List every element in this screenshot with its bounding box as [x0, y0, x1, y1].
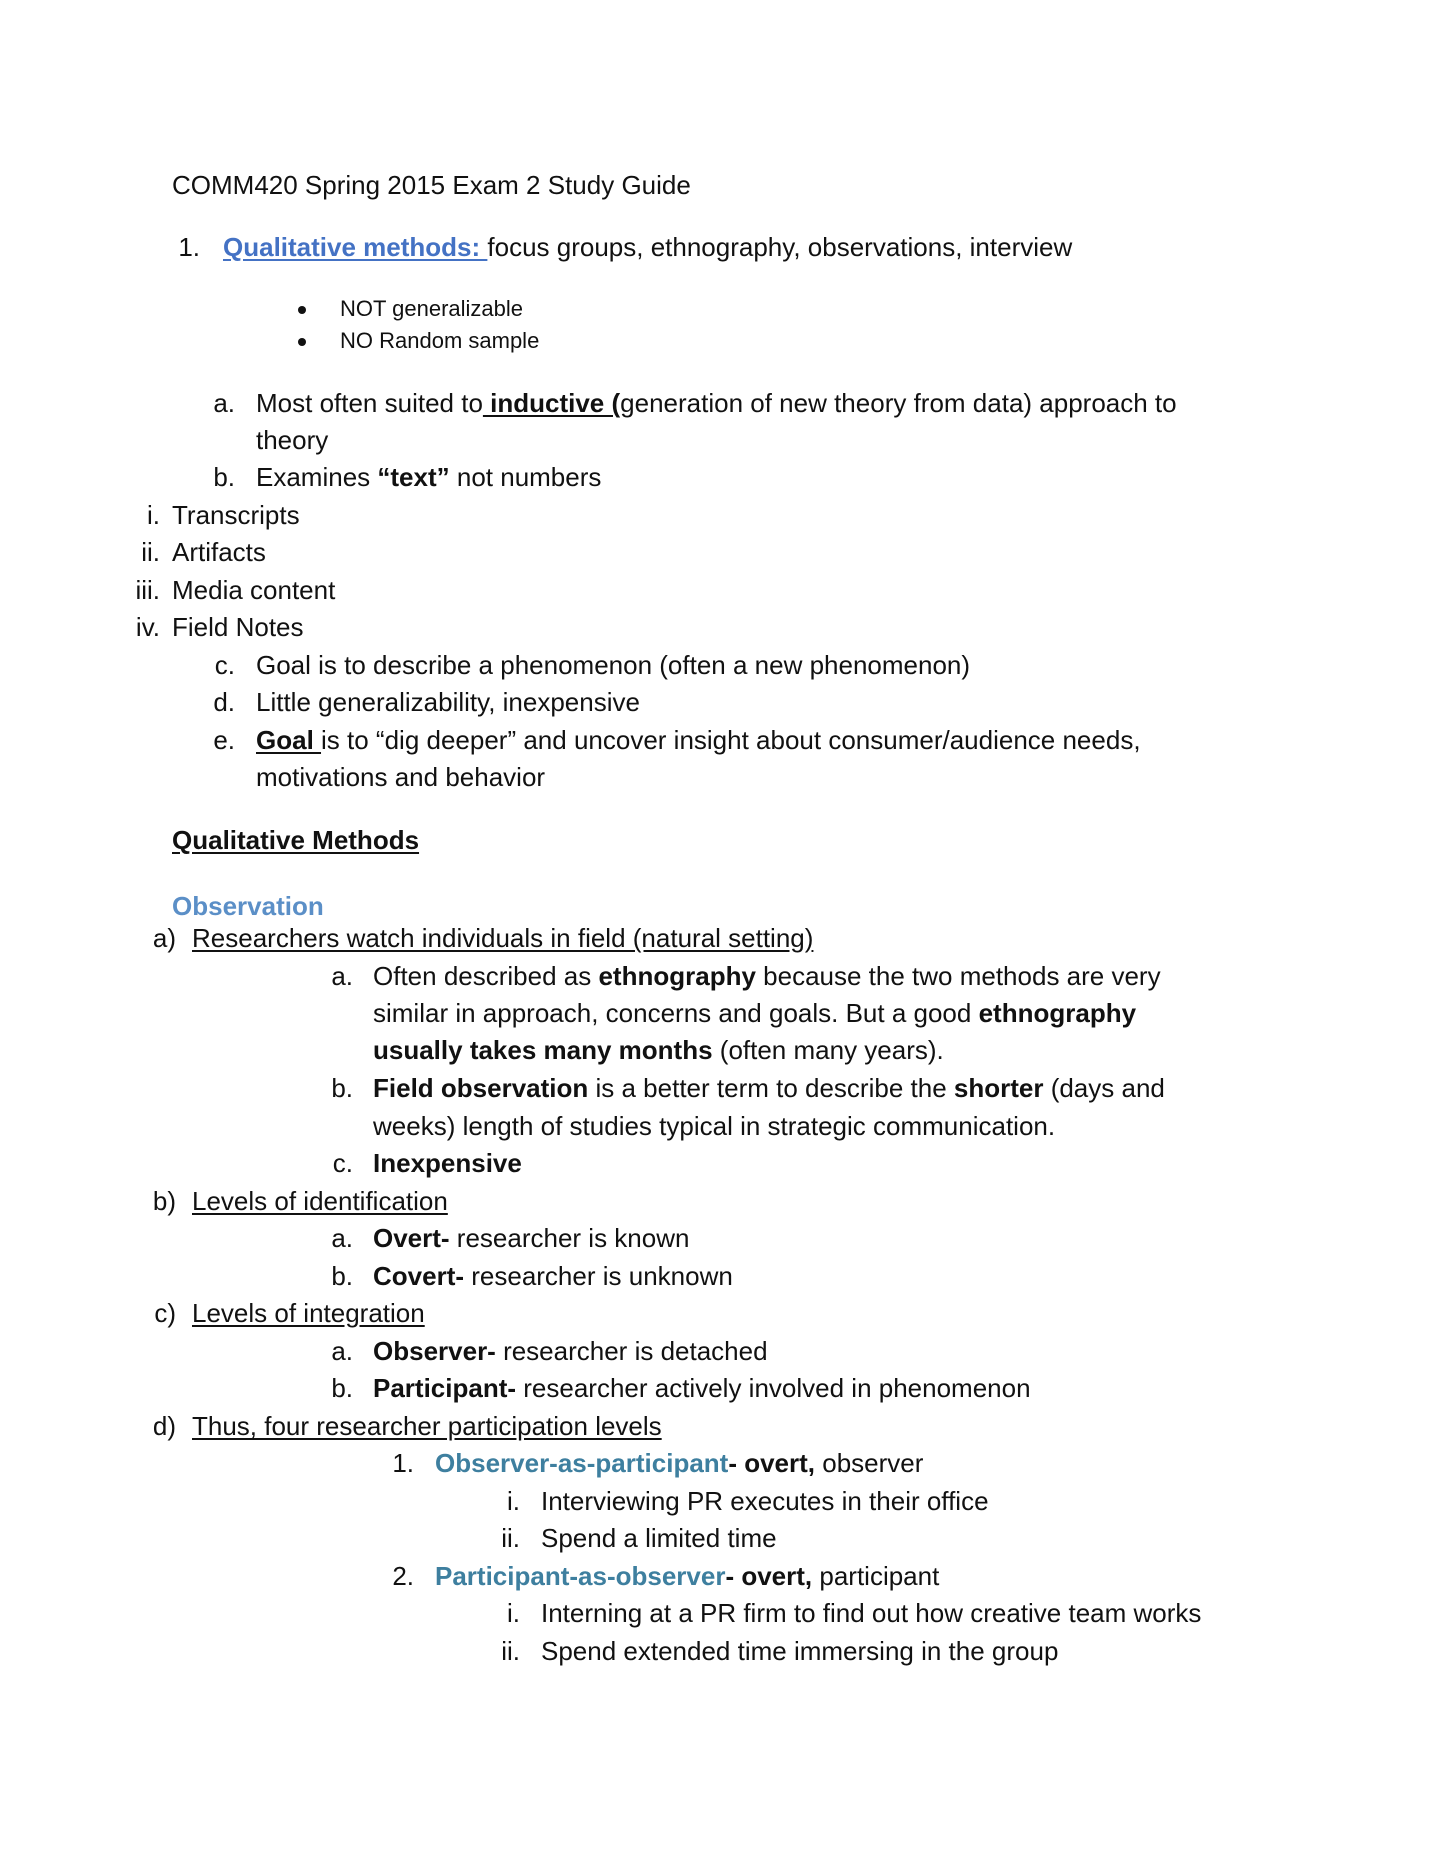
list-marker: i.: [147, 500, 160, 530]
goal-term: Goal: [256, 725, 322, 755]
list-marker: d.: [213, 687, 235, 717]
text-span: observer: [815, 1448, 924, 1478]
section-heading: Qualitative Methods: [172, 825, 420, 855]
list-marker: b.: [331, 1373, 353, 1403]
list-marker: b): [152, 1186, 176, 1216]
text-span: generation of new theory from data) approach to: [620, 388, 1177, 418]
bullet-icon: [298, 306, 306, 314]
bullet-item: NOT generalizable: [340, 296, 524, 321]
text-span: Examines: [256, 462, 378, 492]
list-item-examines: [256, 461, 601, 493]
list-item: Transcripts: [172, 500, 300, 530]
observer-term: Observer-: [373, 1336, 496, 1366]
list-item: [373, 1335, 768, 1367]
list-item-qualitative-methods: [223, 231, 1072, 263]
list-marker: 1.: [178, 232, 200, 262]
list-marker: a.: [331, 1336, 353, 1366]
list-marker: a.: [331, 961, 353, 991]
list-item-continuation: [373, 997, 1136, 1029]
list-item-continuation: motivations and behavior: [256, 762, 546, 792]
list-item-integration: Levels of integration: [192, 1298, 425, 1328]
bullet-item: NO Random sample: [340, 328, 540, 353]
covert-term: Covert-: [373, 1261, 465, 1291]
text-span: Often described as: [373, 961, 599, 991]
text-span: (often many years).: [712, 1035, 944, 1065]
bullet-icon: [298, 338, 306, 346]
list-marker: 2.: [392, 1561, 414, 1591]
list-item: Spend a limited time: [541, 1523, 777, 1553]
list-item-participant-as-observer: [435, 1560, 939, 1592]
text-span: not numbers: [449, 462, 602, 492]
list-marker: i.: [507, 1598, 520, 1628]
observation-heading: Observation: [172, 891, 324, 921]
list-marker: i.: [507, 1486, 520, 1516]
list-marker: a.: [213, 388, 235, 418]
list-item: Little generalizability, inexpensive: [256, 687, 640, 717]
overt-term: - overt,: [728, 1448, 816, 1478]
list-marker: c): [154, 1298, 176, 1328]
overt-term: Overt-: [373, 1223, 450, 1253]
list-marker: b.: [331, 1073, 353, 1103]
list-item-continuation: theory: [256, 425, 329, 455]
document-title: COMM420 Spring 2015 Exam 2 Study Guide: [172, 170, 691, 200]
list-item-continuation: [373, 1034, 944, 1066]
list-marker: d): [152, 1411, 176, 1441]
inductive-term: inductive (: [482, 388, 621, 418]
list-marker: c.: [332, 1148, 353, 1178]
text-span: researcher is unknown: [464, 1261, 733, 1291]
overt-term: - overt,: [725, 1561, 813, 1591]
list-marker: iv.: [135, 612, 160, 642]
list-item-field-observation: [373, 1072, 1165, 1104]
text-span: is a better term to describe the: [588, 1073, 954, 1103]
list-item-participation-levels: Thus, four researcher participation levels: [192, 1411, 662, 1441]
participant-term: Participant-: [373, 1373, 517, 1403]
list-item-field: Researchers watch individuals in field (natural setting): [192, 923, 814, 953]
list-item-goal: [256, 724, 1141, 756]
methods-list-text: focus groups, ethnography, observations, interview: [487, 232, 1073, 262]
list-item-identification: Levels of identification: [192, 1186, 448, 1216]
list-marker: b.: [331, 1261, 353, 1291]
list-item: [373, 1260, 733, 1292]
shorter-term: shorter: [953, 1073, 1044, 1103]
ethnography-term: ethnography: [978, 998, 1137, 1028]
ethnography-term: ethnography: [598, 961, 756, 991]
field-observation-term: Field observation: [373, 1073, 589, 1103]
list-marker: b.: [213, 462, 235, 492]
observer-as-participant-term: Observer-as-participant: [435, 1448, 729, 1478]
list-item-inductive: [256, 387, 1177, 419]
text-span: because the two methods are very: [755, 961, 1161, 991]
text-span: is to “dig deeper” and uncover insight about consumer/audience needs,: [321, 725, 1141, 755]
text-span: researcher is known: [449, 1223, 690, 1253]
months-term: usually takes many months: [373, 1035, 713, 1065]
list-item: Goal is to describe a phenomenon (often a new phenomenon): [256, 650, 971, 680]
list-item: Artifacts: [172, 537, 266, 567]
list-marker: a): [152, 923, 176, 953]
text-span: researcher actively involved in phenomenon: [516, 1373, 1031, 1403]
list-item: [373, 1372, 1031, 1404]
list-marker: e.: [213, 725, 235, 755]
list-marker: ii.: [501, 1523, 520, 1553]
list-item: Interviewing PR executes in their office: [541, 1486, 989, 1516]
list-marker: a.: [331, 1223, 353, 1253]
list-marker: 1.: [392, 1448, 414, 1478]
list-item: Field Notes: [172, 612, 304, 642]
list-item: [373, 1222, 689, 1254]
text-span: similar in approach, concerns and goals. But a good: [373, 998, 979, 1028]
text-span: researcher is detached: [495, 1336, 768, 1366]
participant-as-observer-term: Participant-as-observer: [435, 1561, 726, 1591]
text-term: “text”: [377, 462, 450, 492]
qualitative-methods-heading: Qualitative methods:: [223, 232, 488, 262]
list-marker: ii.: [141, 537, 160, 567]
text-span: participant: [812, 1561, 940, 1591]
text-span: (days and: [1043, 1073, 1165, 1103]
list-item: Spend extended time immersing in the group: [541, 1636, 1059, 1666]
list-marker: iii.: [135, 575, 160, 605]
list-item: Interning at a PR firm to find out how creative team works: [541, 1598, 1202, 1628]
list-item-observer-as-participant: [435, 1447, 923, 1479]
list-item-ethnography: [373, 960, 1161, 992]
list-marker: ii.: [501, 1636, 520, 1666]
text-span: Most often suited to: [256, 388, 483, 418]
list-item-continuation: weeks) length of studies typical in strategic communication.: [373, 1111, 1056, 1141]
list-item: Media content: [172, 575, 336, 605]
list-item: Inexpensive: [373, 1148, 522, 1178]
list-marker: c.: [214, 650, 235, 680]
